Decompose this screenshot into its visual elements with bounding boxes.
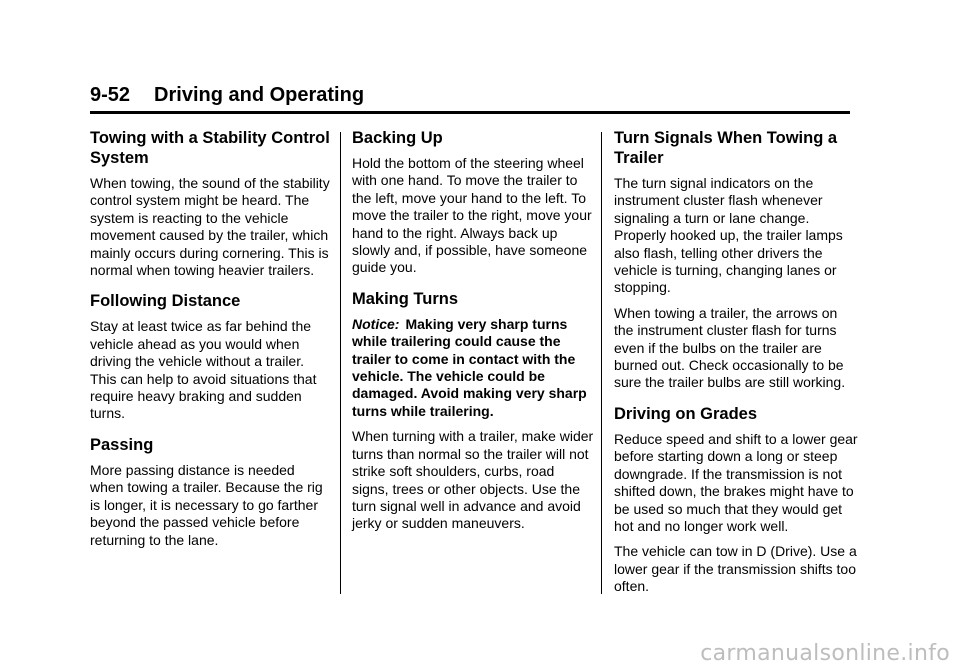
- paragraph-making-turns: When turning with a trailer, make wider turns than normal so the trailer will not strike soft shoulders, curbs, road signs, trees or other objects. Use the turn signal well in advance and avoid jerky or sudden maneuvers.: [352, 428, 594, 532]
- heading-turn-signals: Turn Signals When Towing a Trailer: [614, 129, 838, 167]
- paragraph-turn-signals-1: The turn signal indicators on the instrument cluster flash whenever signaling a turn or lane change. Properly hooked up, the trailer lamps also flash, telling other drivers the vehicle is turning, changing lanes or stopping.: [614, 175, 843, 296]
- heading-following-distance: Following Distance: [90, 292, 241, 311]
- paragraph-towing-stability: When towing, the sound of the stability control system might be heard. The system is reacting to the vehicle movement caused by the trailer, which mainly occurs during cornering. This is normal when towing heavier trailers.: [90, 175, 330, 279]
- heading-towing-stability: Towing with a Stability Control System: [90, 129, 330, 167]
- notice-label: Notice:: [352, 315, 400, 332]
- heading-driving-grades: Driving on Grades: [614, 404, 758, 423]
- paragraph-passing: More passing distance is needed when towing a trailer. Because the rig is longer, it is necessary to go farther beyond the passed vehicle before returning to the lane.: [90, 461, 323, 548]
- paragraph-driving-grades-2: The vehicle can tow in D (Drive). Use a lower gear if the transmission shifts too often.: [614, 543, 857, 595]
- section-title: Driving and Operating: [154, 84, 365, 106]
- column-left: [90, 128, 332, 557]
- notice-text: Making very sharp turns while trailering could cause the trailer to come in contact with the vehicle. The vehicle could be damaged. Avoid making very sharp turns while trailering.: [352, 315, 587, 419]
- paragraph-backing-up: Hold the bottom of the steering wheel with one hand. To move the trailer to the left, move your hand to the left. To move the trailer to the right, move your hand to the right. Always back up slowly and, if possible, have someone guide you.: [352, 155, 592, 276]
- column-divider-2: [601, 132, 602, 594]
- page-number: 9-52: [90, 84, 131, 106]
- heading-making-turns: Making Turns: [352, 289, 459, 308]
- heading-backing-up: Backing Up: [352, 129, 443, 147]
- column-middle: [352, 128, 594, 541]
- paragraph-turn-signals-2: When towing a trailer, the arrows on the instrument cluster flash for turns even if the bulbs on the trailer are burned out. Check occasionally to be sure the trailer bulbs are still working.: [614, 304, 846, 391]
- page-header: [90, 83, 850, 114]
- notice-block: [352, 316, 594, 420]
- column-right: [614, 128, 860, 604]
- watermark: carmanualsonline.info: [700, 641, 950, 666]
- column-divider-1: [340, 132, 341, 594]
- paragraph-driving-grades-1: Reduce speed and shift to a lower gear before starting down a long or steep downgrade. If the transmission is not shifted down, the brakes might have to be used so much that they would get hot and no longer work well.: [614, 430, 858, 534]
- paragraph-following-distance: Stay at least twice as far behind the vehicle ahead as you would when driving the vehicle without a trailer. This can help to avoid situations that require heavy braking and sudden turns.: [90, 318, 317, 422]
- heading-passing: Passing: [90, 435, 154, 454]
